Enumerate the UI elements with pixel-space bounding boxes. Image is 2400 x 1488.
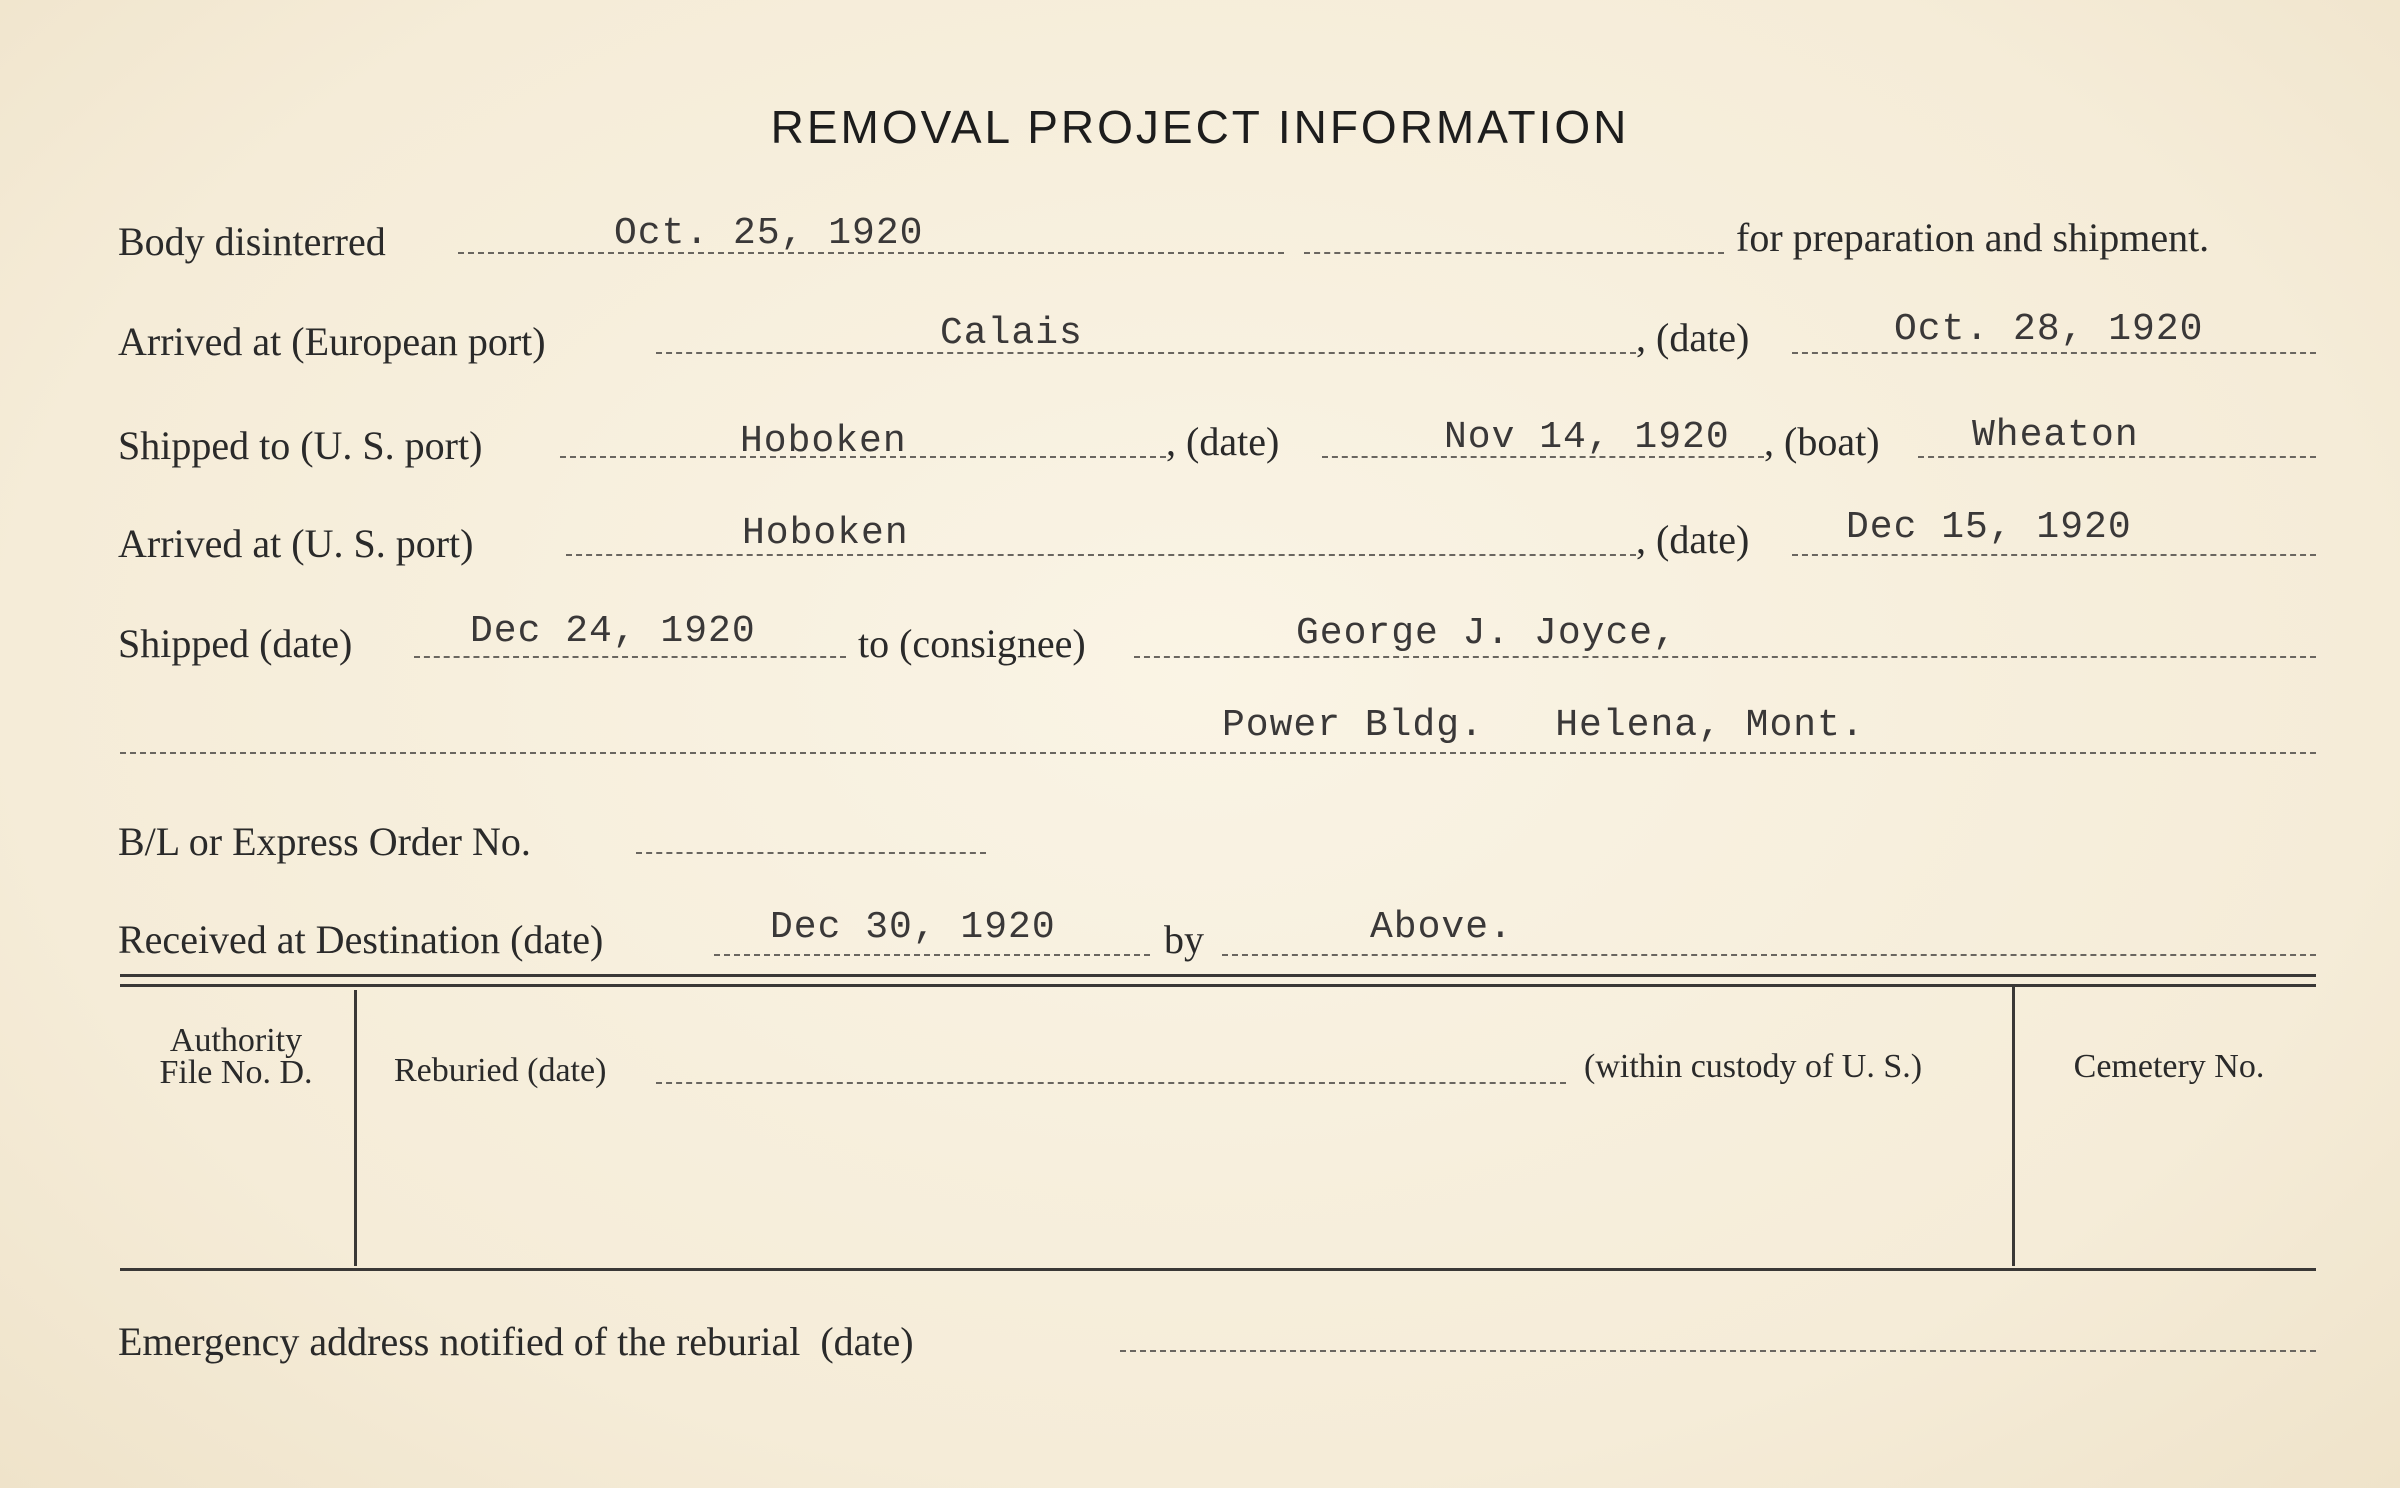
form-title: REMOVAL PROJECT INFORMATION [770,101,1630,153]
box-divider-left [354,990,357,1266]
arrived-eu-date-line [1792,352,2316,354]
body-disinterred-label: Body disinterred [118,219,386,264]
reburied-line [656,1082,1566,1084]
arrived-us-label: Arrived at (U. S. port) [118,521,474,566]
shipped-to-port: Hoboken [740,420,907,463]
body-disinterred-line-2 [1304,252,1724,254]
received-label: Received at Destination (date) [118,917,604,962]
shipped-to-label: Shipped to (U. S. port) [118,423,483,468]
arrived-us-port: Hoboken [742,512,909,555]
shipped-date-value: Dec 24, 1920 [470,610,756,653]
consignee-label: to (consignee) [858,621,1086,666]
consignee-name: George J. Joyce, [1296,612,1677,655]
box-top-rule-1 [120,974,2316,977]
arrived-us-date-label: , (date) [1636,517,1750,562]
arrived-eu-date: Oct. 28, 1920 [1894,308,2204,351]
arrived-us-port-line [566,554,1636,556]
consignee-address: Power Bldg. Helena, Mont. [1222,704,1865,747]
authority-label-2: File No. D. [159,1054,313,1091]
cemetery-label: Cemetery No. [2073,1048,2265,1085]
arrived-eu-port: Calais [940,312,1083,355]
bl-line [636,852,986,854]
box-divider-right [2012,986,2015,1266]
arrived-eu-port-line [656,352,1636,354]
authority-label-1: Authority [169,1022,303,1059]
shipped-to-date: Nov 14, 1920 [1444,416,1730,459]
shipped-to-date-label: , (date) [1166,419,1280,464]
prep-suffix: for preparation and shipment. [1736,215,2210,260]
box-bottom-rule [120,1268,2316,1271]
consignee-address-line [120,752,2316,754]
arrived-eu-label: Arrived at (European port) [118,319,546,364]
emergency-label: Emergency address notified of the reburial (date) [118,1319,914,1364]
received-by-line [1222,954,2316,956]
consignee-line [1134,656,2316,658]
custody-label: (within custody of U. S.) [1584,1048,1923,1085]
arrived-us-date-line [1792,554,2316,556]
emergency-line [1120,1350,2316,1352]
shipped-date-line [414,656,846,658]
boat-label: , (boat) [1764,419,1880,464]
arrived-us-date: Dec 15, 1920 [1846,506,2132,549]
shipped-date-label: Shipped (date) [118,621,353,666]
by-label: by [1164,917,1204,962]
boat-value: Wheaton [1972,414,2139,457]
body-disinterred-value: Oct. 25, 1920 [614,212,924,255]
box-top-rule-2 [120,984,2316,987]
received-by: Above. [1370,906,1513,949]
arrived-eu-date-label: , (date) [1636,315,1750,360]
bl-label: B/L or Express Order No. [118,819,531,864]
received-date-line [714,954,1150,956]
reburied-label: Reburied (date) [394,1052,607,1089]
received-date: Dec 30, 1920 [770,906,1056,949]
